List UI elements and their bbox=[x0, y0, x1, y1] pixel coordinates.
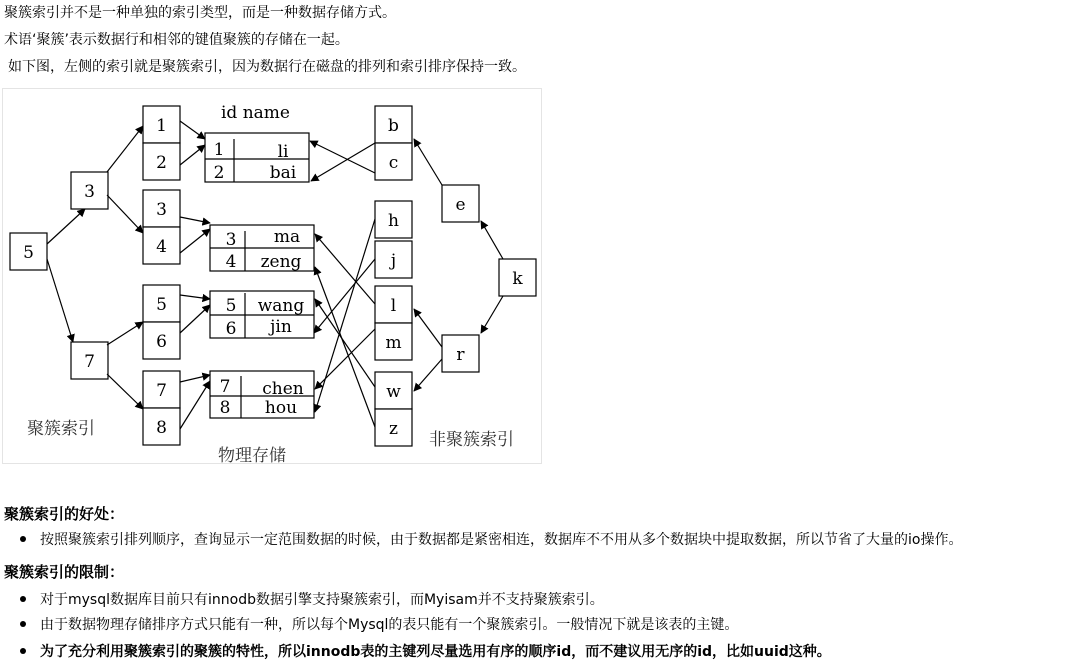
clustered-index-diagram bbox=[2, 88, 542, 464]
benefits-heading: 聚簇索引的好处： bbox=[4, 505, 125, 523]
table-header: id name bbox=[221, 103, 290, 123]
bullet-icon bbox=[20, 596, 26, 602]
tree-node-label: k bbox=[512, 269, 523, 289]
row-id: 1 bbox=[213, 140, 225, 160]
tree-leaf-label: 3 bbox=[156, 200, 167, 220]
tree-node-label: 5 bbox=[23, 243, 34, 263]
tree-leaf-label: z bbox=[389, 419, 398, 439]
row-name: chen bbox=[262, 379, 304, 399]
nonclustered-index-label: 非聚簇索引 bbox=[429, 430, 514, 450]
tree-leaf-label: 6 bbox=[156, 332, 167, 352]
tree-leaf-label: h bbox=[388, 211, 399, 231]
row-name: hou bbox=[264, 398, 298, 418]
row-id: 2 bbox=[213, 163, 225, 183]
row-name: ma bbox=[273, 227, 301, 247]
row-id: 7 bbox=[219, 377, 231, 397]
physical-storage-label: 物理存储 bbox=[218, 446, 286, 465]
list-item bbox=[20, 642, 831, 662]
row-id: 3 bbox=[225, 230, 237, 250]
row-id: 5 bbox=[225, 296, 237, 316]
row-name: zeng bbox=[260, 252, 302, 272]
tree-leaf-label: 5 bbox=[156, 295, 167, 315]
tree-leaf-label: m bbox=[385, 333, 402, 353]
row-id: 4 bbox=[225, 252, 237, 272]
list-item bbox=[20, 530, 962, 550]
tree-leaf-label: 8 bbox=[156, 418, 167, 438]
nonclustered-tree bbox=[310, 106, 536, 446]
intro-line-3: 如下图，左侧的索引就是聚簇索引，因为数据行在磁盘的排列和索引排序保持一致。 bbox=[8, 59, 526, 75]
tree-leaf-label: b bbox=[388, 116, 399, 136]
limits-heading: 聚簇索引的限制： bbox=[4, 563, 125, 581]
row-name: wang bbox=[257, 296, 305, 316]
bullet-icon bbox=[20, 621, 26, 627]
tree-node-label: 7 bbox=[84, 352, 95, 372]
bullet-icon bbox=[20, 648, 26, 654]
row-name: bai bbox=[269, 163, 297, 183]
intro-line-1: 聚簇索引并不是一种单独的索引类型，而是一种数据存储方式。 bbox=[4, 5, 396, 21]
clustered-tree bbox=[10, 106, 180, 445]
tree-leaf-label: w bbox=[386, 382, 401, 402]
tree-leaf-label: 4 bbox=[156, 237, 167, 257]
list-item bbox=[20, 590, 604, 610]
tree-leaf-label: l bbox=[390, 296, 397, 316]
list-item bbox=[20, 615, 738, 635]
tree-leaf-label: 1 bbox=[156, 116, 167, 136]
physical-storage bbox=[180, 103, 314, 429]
tree-leaf-label: j bbox=[390, 251, 397, 271]
tree-node-label: 3 bbox=[84, 182, 95, 202]
row-id: 6 bbox=[225, 319, 237, 339]
tree-node-label: r bbox=[456, 345, 465, 365]
tree-leaf-label: c bbox=[388, 153, 399, 173]
clustered-index-label: 聚簇索引 bbox=[27, 419, 95, 439]
list-item-text: 对于mysql数据库目前只有innodb数据引擎支持聚簇索引，而Myisam并不支持聚簇索引。 bbox=[40, 592, 604, 608]
row-name: jin bbox=[270, 317, 292, 337]
row-name: li bbox=[277, 142, 289, 162]
list-item-text: 由于数据物理存储排序方式只能有一种，所以每个Mysql的表只能有一个聚簇索引。一般情况下就是该表的主键。 bbox=[40, 617, 739, 633]
tree-leaf-label: 7 bbox=[156, 381, 167, 401]
row-id: 8 bbox=[219, 398, 231, 418]
intro-line-2: 术语‘聚簇’表示数据行和相邻的键值聚簇的存储在一起。 bbox=[4, 32, 349, 48]
tree-node-label: e bbox=[455, 195, 466, 215]
bullet-icon bbox=[20, 536, 26, 542]
list-item-text: 按照聚簇索引排列顺序，查询显示一定范围数据的时候，由于数据都是紧密相连，数据库不不用从多个数据块中提取数据，所以节省了大量的io操作。 bbox=[40, 532, 963, 548]
tree-leaf-label: 2 bbox=[156, 153, 167, 173]
list-item-text: 为了充分利用聚簇索引的聚簇的特性，所以innodb表的主键列尽量选用有序的顺序id，而不建议用无序的id，比如uuid这种。 bbox=[40, 644, 831, 660]
